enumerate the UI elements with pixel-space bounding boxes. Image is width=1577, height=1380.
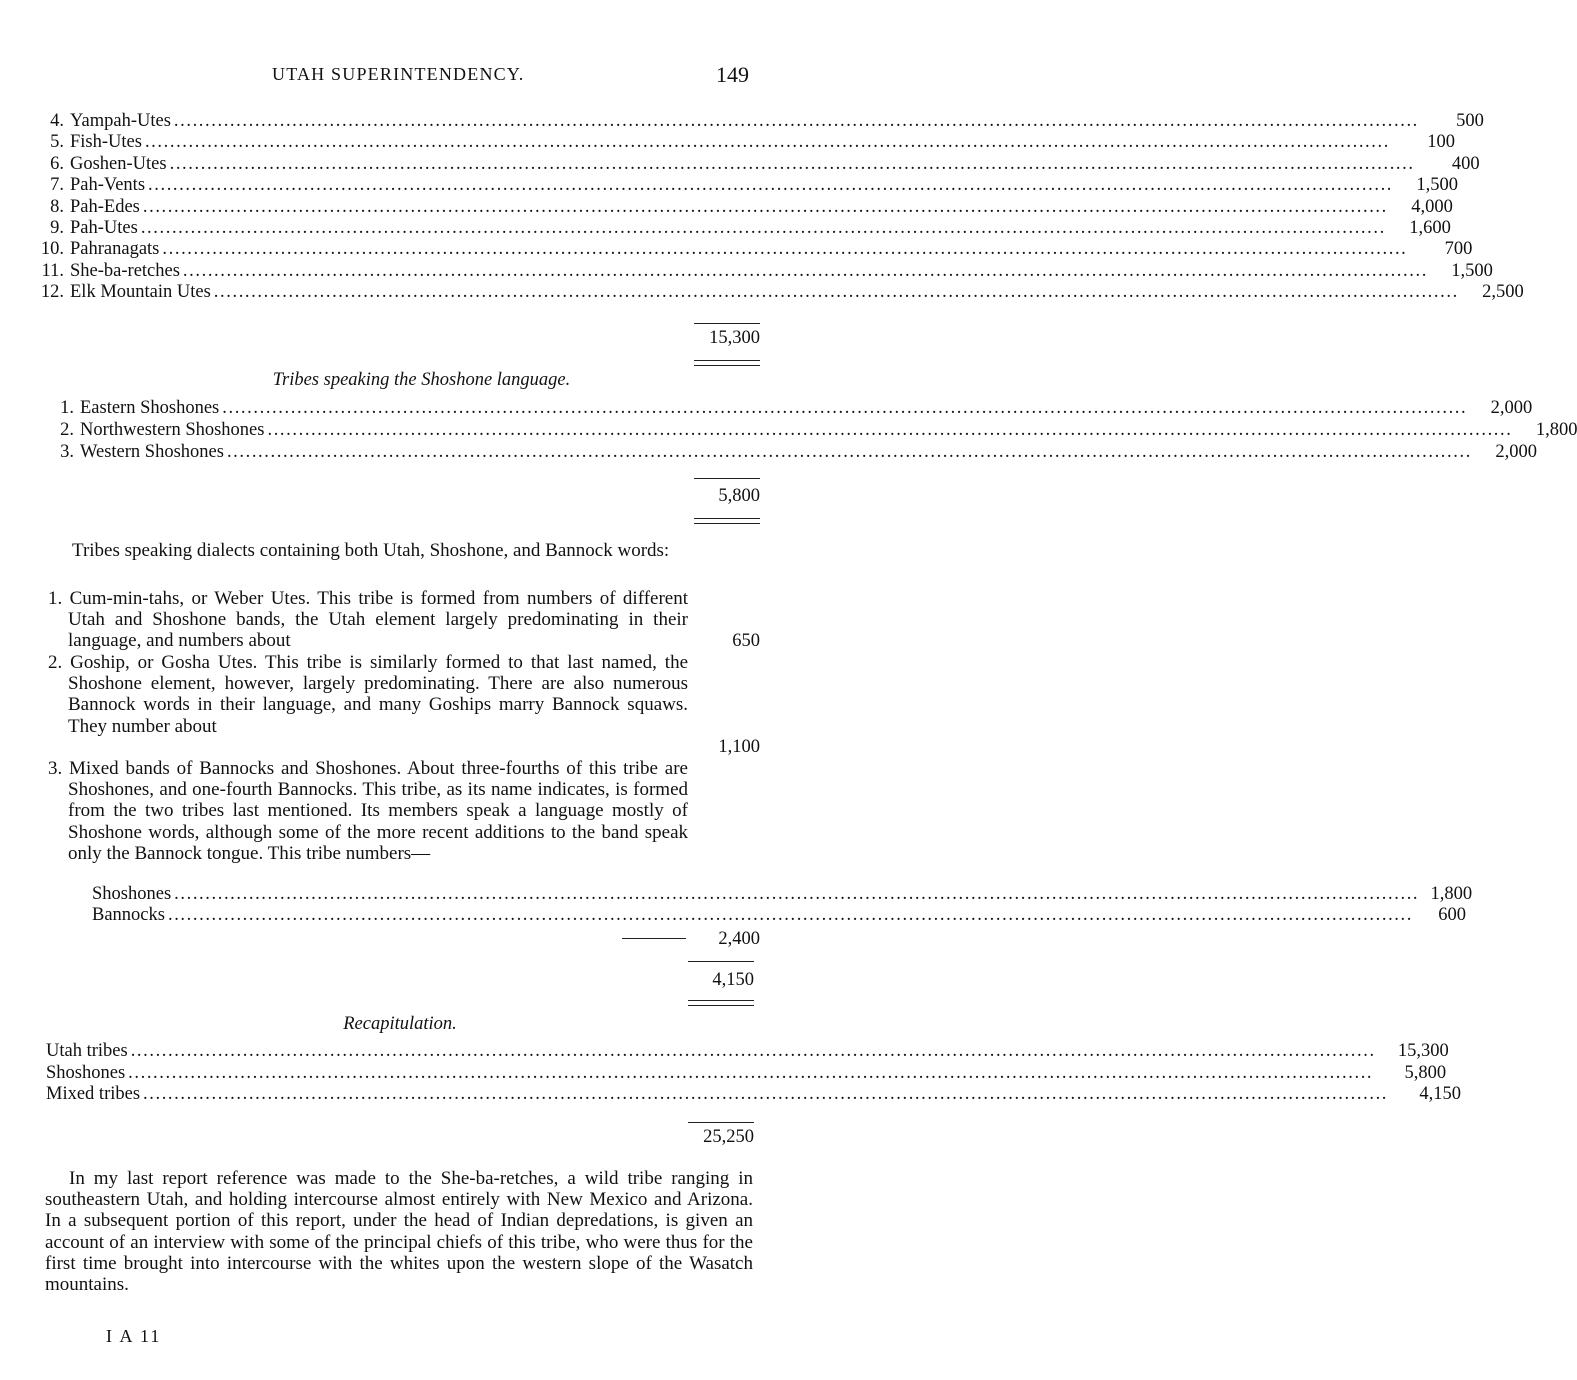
dot-leader: ........................................................................................................................................................................................................ [173,111,1419,131]
double-rule [694,360,760,361]
row-value: 1,800 [1430,884,1473,904]
row-label [92,904,165,926]
row-label [38,217,138,239]
sub-rule [622,938,686,939]
dot-leader: ........................................................................................................................................................................................................ [142,196,1388,217]
row-name: Bannocks [92,905,165,925]
row-label [48,441,224,463]
mixed-item-3-value: 2,400 [718,929,760,949]
row-value: 15,300 [1397,1041,1449,1061]
dot-leader: ........................................................................................................................................................................................................ [148,175,1394,196]
ute-total: 15,300 [709,328,760,348]
row-label [38,196,140,218]
ute-row [38,153,1480,175]
mixed-total: 4,150 [712,970,754,990]
row-label [46,1083,140,1105]
row-value: 100 [1427,132,1455,153]
shoshone-row [48,397,1533,419]
dot-leader: ........................................................................................................................................................................................................ [130,1041,1376,1061]
row-name: Shoshones [92,884,172,904]
row-number: 9. [50,218,64,238]
row-number: 3. [60,442,74,462]
recap-row [46,1040,1449,1062]
row-number: 7. [50,175,64,196]
row-label [92,883,171,905]
double-rule [688,1000,754,1001]
row-value: 700 [1444,239,1473,260]
ute-row [38,196,1453,218]
dot-leader: ........................................................................................................................................................................................................ [162,239,1408,260]
sub-row [92,883,1473,905]
row-name: Western Shoshones [80,442,224,462]
row-number: 2. [60,420,74,440]
row-value: 2,000 [1490,398,1533,418]
row-number: 5. [50,132,64,153]
ute-row [38,260,1493,282]
row-name: She-ba-retches [70,260,180,281]
recap-total: 25,250 [703,1127,754,1147]
row-value: 1,800 [1535,420,1577,440]
closing-paragraph: In my last report reference was made to the She-ba-retches, a wild tribe ranging in southeastern Utah, and holding intercourse almost entirely with New Mexico and Arizona. In a subsequent portion of this report, under the head of Indian depredations, is given an account of an interview with some of the principal chiefs of this tribe, who were thus for the first time brought into intercourse with the whites upon the western slope of the Wasatch mountains. [45,1168,753,1296]
double-rule [694,518,760,519]
subtotal-rule [688,1122,754,1123]
ute-row [38,174,1459,196]
dot-leader: ........................................................................................................................................................................................................ [128,1062,1374,1083]
row-number: 10. [40,239,64,260]
row-number: 12. [40,282,64,303]
row-name: Elk Mountain Utes [70,282,211,303]
row-name: Eastern Shoshones [80,398,220,418]
row-name: Utah tribes [46,1041,128,1061]
row-label [48,419,264,441]
row-number: 1. [60,398,74,418]
ute-row [38,281,1524,303]
dot-leader: ........................................................................................................................................................................................................ [267,420,1513,440]
subtotal-rule [688,961,754,962]
row-label [46,1040,128,1062]
running-header: UTAH SUPERINTENDENCY. [272,64,525,84]
row-number: 6. [50,153,64,174]
row-label [38,131,142,153]
dot-leader: ........................................................................................................................................................................................................ [143,1084,1389,1104]
dot-leader: ........................................................................................................................................................................................................ [174,884,1420,904]
recap-row [46,1062,1447,1084]
row-label [38,238,159,260]
double-rule [688,1005,754,1006]
row-value: 1,600 [1409,218,1451,238]
row-name: Yampah-Utes [70,111,171,131]
row-label [46,1062,125,1084]
row-label [38,174,145,196]
ute-row [38,238,1473,260]
dot-leader: ........................................................................................................................................................................................................ [140,218,1386,238]
dot-leader: ........................................................................................................................................................................................................ [167,905,1413,925]
row-value: 5,800 [1404,1062,1447,1083]
row-name: Mixed tribes [46,1084,141,1104]
subtotal-rule [694,323,760,324]
dot-leader: ........................................................................................................................................................................................................ [222,398,1468,418]
row-value: 1,500 [1416,175,1459,196]
recap-row [46,1083,1462,1105]
mixed-item-1-value: 650 [732,631,760,651]
row-label [38,153,167,175]
dot-leader: ........................................................................................................................................................................................................ [213,282,1459,303]
row-label [38,110,171,132]
mixed-item-2-value: 1,100 [718,737,760,757]
row-number: 8. [50,196,64,217]
row-label [38,260,180,282]
mixed-intro: Tribes speaking dialects containing both Utah, Shoshone, and Bannock words: [72,540,670,561]
ute-row [38,217,1451,239]
row-name: Shoshones [46,1062,126,1083]
signature-mark: I A 11 [106,1326,162,1346]
row-label [38,281,211,303]
mixed-item-2: 2. Goship, or Gosha Utes. This tribe is similarly formed to that last named, the Shoshone element, however, largely predominating. There are also numerous Bannock words in their language, and many Goships marry Bannock squaws. They number about [48,652,688,737]
mixed-item-1: 1. Cum-min-tahs, or Weber Utes. This tribe is formed from numbers of different Utah and Shoshone bands, the Utah element largely predominating in their language, and numbers about [48,588,688,652]
row-label [48,397,219,419]
row-name: Northwestern Shoshones [80,420,265,440]
row-value: 2,500 [1482,282,1524,303]
ute-row [38,110,1484,132]
row-value: 1,500 [1451,260,1493,281]
row-value: 500 [1456,111,1484,131]
shoshone-total: 5,800 [718,486,760,506]
row-name: Pah-Edes [70,196,140,217]
mixed-item-3: 3. Mixed bands of Bannocks and Shoshones. About three-fourths of this tribe are Shoshones, and one-fourth Bannocks. This tribe, as its name indicates, is formed from the two tribes last mentioned. Its members speak a language mostly of Shoshone words, although some of the more recent additions to the band speak only the Bannock tongue. This tribe numbers— [48,758,688,864]
dot-leader: ........................................................................................................................................................................................................ [182,260,1428,281]
double-rule [694,523,760,524]
row-name: Goshen-Utes [70,153,167,174]
ute-row [38,131,1455,153]
row-number: 11. [41,260,64,281]
row-value: 400 [1451,153,1480,174]
row-name: Fish-Utes [70,132,142,153]
recap-heading: Recapitulation. [343,1014,457,1034]
dot-leader: ........................................................................................................................................................................................................ [226,442,1472,462]
shoshone-row [48,441,1537,463]
row-value: 4,150 [1419,1084,1462,1104]
row-value: 2,000 [1495,442,1537,462]
double-rule [694,365,760,366]
shoshone-row [48,419,1577,441]
subtotal-rule [694,478,760,479]
row-value: 4,000 [1411,196,1453,217]
row-name: Pah-Vents [70,175,146,196]
row-name: Pahranagats [70,239,160,260]
dot-leader: ........................................................................................................................................................................................................ [144,132,1390,153]
shoshone-heading: Tribes speaking the Shoshone language. [272,370,571,390]
row-name: Pah-Utes [70,218,138,238]
page-number: 149 [716,62,749,87]
dot-leader: ........................................................................................................................................................................................................ [169,153,1415,174]
sub-row [92,904,1466,926]
row-value: 600 [1438,905,1466,925]
row-number: 4. [50,111,64,131]
